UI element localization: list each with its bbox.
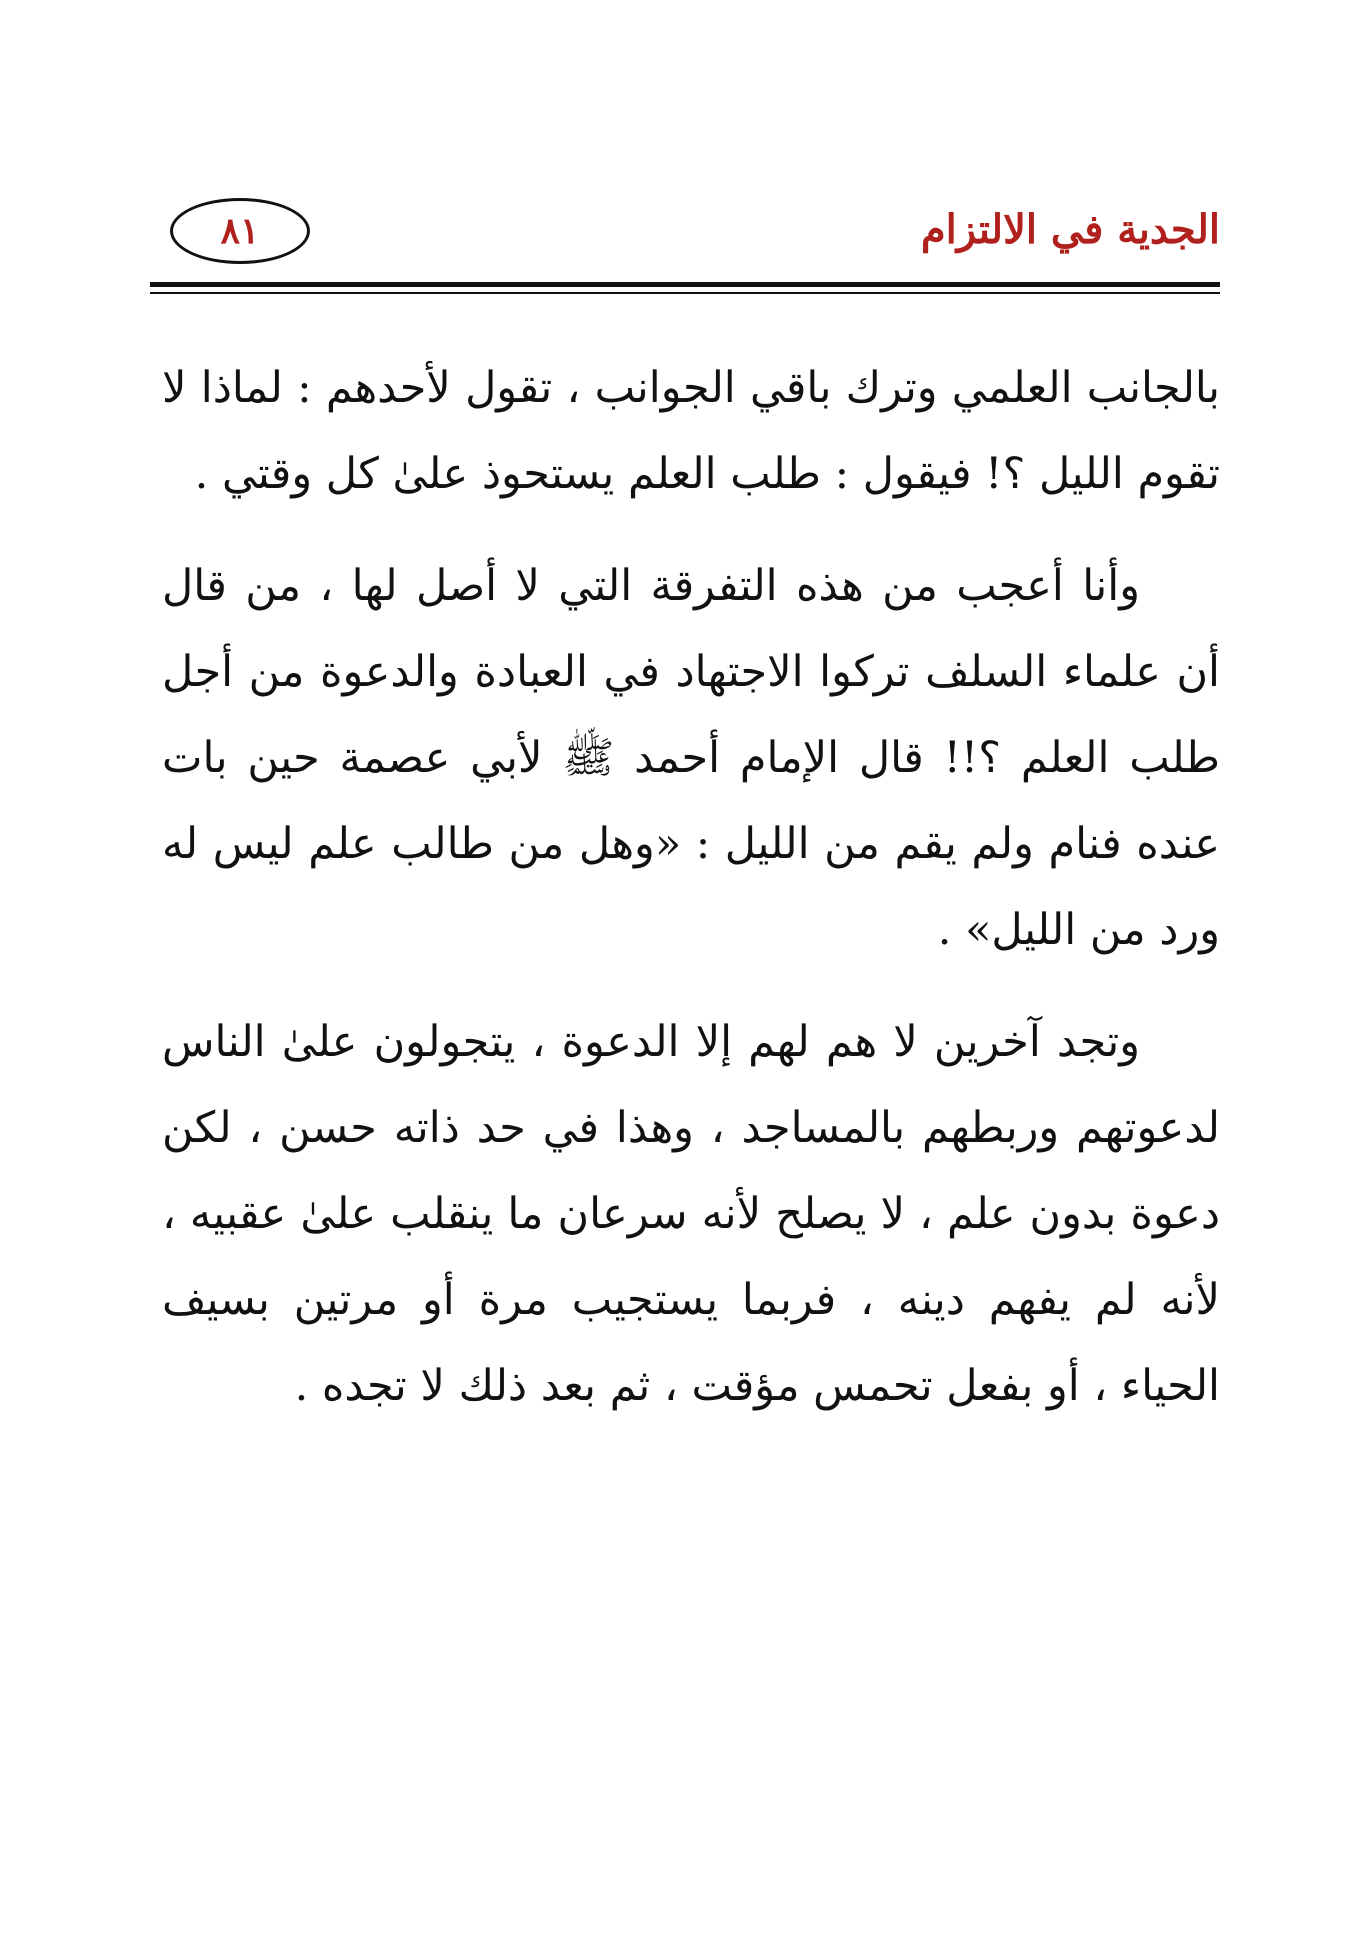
paragraph-3: وتجد آخرين لا هم لهم إلا الدعوة ، يتجولون علىٰ الناس لدعوتهم وربطهم بالمساجد ، وهذا في حد ذاته حسن ، لكن دعوة بدون علم ، لا يصلح لأنه سرعان ما ينقلب علىٰ عقبيه ، لأنه لم يفهم دينه ، فربما يستجيب مرة أو مرتين بسيف الحياء ، أو بفعل تحمس مؤقت ، ثم بعد ذلك لا تجده .	[162, 1017, 1220, 1411]
paragraph-2: وأنا أعجب من هذه التفرقة التي لا أصل لها ، من قال أن علماء السلف تركوا الاجتهاد في العبادة والدعوة من أجل طلب العلم ؟!! قال الإمام أحمد ﷺ لأبي عصمة حين بات عنده فنام ولم يقم من الليل : «وهل من طالب علم ليس له ورد من الليل» .	[162, 561, 1220, 955]
header-rule-thick	[150, 282, 1220, 287]
paragraph-1: بالجانب العلمي وترك باقي الجوانب ، تقول لأحدهم : لماذا لا تقوم الليل ؟! فيقول : طلب العلم يستحوذ علىٰ كل وقتي .	[162, 363, 1220, 499]
chapter-title: الجدية في الالتزام	[920, 206, 1220, 253]
page-number: ٨١	[220, 210, 260, 252]
body-text	[162, 345, 1220, 1455]
header-rule-thin	[150, 292, 1220, 294]
page-header	[150, 188, 1220, 278]
page-number-oval	[170, 198, 310, 264]
